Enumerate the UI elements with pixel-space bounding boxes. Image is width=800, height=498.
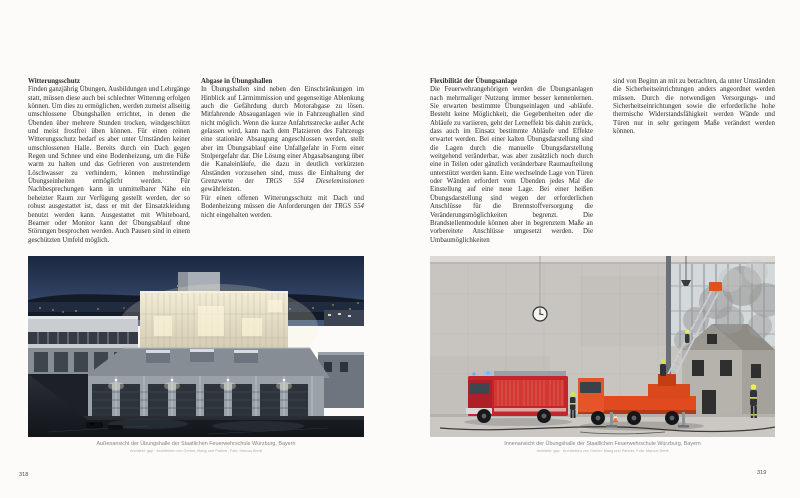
section-heading: Abgase in Übungshallen xyxy=(201,78,273,85)
section-heading: Flexibilität der Übungsanlage xyxy=(430,78,518,85)
figure-caption xyxy=(430,441,775,454)
section-flexibilitaet xyxy=(430,78,593,245)
page-number-left: 318 xyxy=(19,472,29,478)
body-paragraph: In Übungshallen sind neben den Einschränkungen im Hinblick auf Lärmimmission und gegenseitige Ablenkung auch die Gefährdung durch Motorabgase zu lösen. Mitfahrende Absauganlagen wie in Fahrzeughallen sind nicht möglich. Wenn die kurze Anfahrtsstrecke außer Acht gelassen wird, kann nach dem Platzieren des Fahrzeugs eine stationäre Absaugung angeschlossen werden, stellt aber im Übungsablauf eine Unfallgefahr in Form einer Stolpergefahr dar. Die Lösung einer Abgasabsaugung über die Kanaleinläufe, die dazu in deutlich verkürzten Abständen vorzusehen sind, muss die Einhaltung der Grenzwerte der TRGS 554 Dieselemissionen gewährleisten. xyxy=(201,86,364,194)
page-number-right: 319 xyxy=(757,470,767,476)
section-abgase xyxy=(201,78,364,220)
caption-credit: Architekt: gap · Architekten von Gerber, Mang und Partner; Foto: Marcus Bredt xyxy=(536,449,669,453)
body-paragraph: Finden ganzjährig Übungen, Ausbildungen und Lehrgänge statt, müssen diese auch bei schlechter Witterung erfolgen können. Um dies zu ermöglichen, werden zumeist allseitig umschlossene Übungshallen errichtet, in denen die Übenden über mehrere Stunden trocken, windgeschützt und meist frostfrei üben können. Für einen reinen Witterungsschutz bedarf es aber unter Umständen keiner umschlossenen Halle. Bereits durch ein Dach gegen Regen und Schnee und eine Bodenheizung, um die Füße warm zu halten und das Gefrieren von austretendem Löschwasser zu verhindern, können mehrstündige Übungseinheiten ermöglicht werden. Für Nachbesprechungen kann in unmittelbarer Nähe ein beheizter Raum zur Verfügung gestellt werden, der so robust ausgestattet ist, dass er mit der Einsatzkleidung benutzt werden kann. Ausgestattet mit Whiteboard, Beamer oder Monitor kann der Übungsablauf ohne Störungen besprochen werden. Auch Pausen sind in einem geschützten Umfeld möglich. xyxy=(28,86,190,244)
body-paragraph: Für einen offenen Witterungsschutz mit Dach und Bodenheizung müssen die Anforderungen der TRGS 554 nicht eingehalten werden. xyxy=(201,194,364,219)
body-paragraph: Die Feuerwehrangehörigen werden die Übungsanlagen nach mehrmaliger Nutzung immer besser kennenlernen. Sie erwarten bestimmte Übungseinlagen und -abläufe. Besteht keine Möglichkeit, die Gegebenheiten oder die Abläufe zu variieren, geht der Lerneffekt bis dahin zurück, dass auch im Einsatz bestimmte Abläufe und Effekte erwartet werden. Bei einer kalten Übungsdarstellung sind die Lagen durch die manuelle Übungsdarstellung weitgehend veränderbar, was aber zusätzlich noch durch eine in Teilen oder gänzlich veränderbare Raumaufteilung unterstützt werden kann. Eine wechselnde Lage von Türen oder Wänden erfordert vom Übenden jedes Mal die Einstellung auf eine neue Lage. Bei einer heißen Übungsdarstellung sind wegen der erforderlichen Anschlüsse für die Brennstoffversorgung die Veränderungsmöglichkeiten begrenzt. Die Brandstellenmodule können aber in begrenztem Maße an vorbereitete Anschlüsse umgesetzt werden. Die Umbaumöglichkeiten xyxy=(430,86,593,244)
photo-interior-hall xyxy=(430,256,775,454)
caption-credit: Architekt: gap · Architekten von Gerber, Mang und Partner; Foto: Marcus Bredt xyxy=(129,449,263,453)
body-paragraph: sind von Beginn an mit zu betrachten, da unter Umständen die Sicherheitseinrichtungen anders angeordnet werden müssen. Durch die notwendigen Versorgungs- und Sicherheitseinrichtungen sowie die erforderliche hohe thermische Widerstandsfähigkeit werden Wände und Türen nur in sehr geringem Maße verändert werden können. xyxy=(613,78,775,136)
section-witterungsschutz xyxy=(28,78,190,245)
caption-title: Außenansicht der Übungshalle der Staatlichen Feuerwehrschule Würzburg, Bayern xyxy=(96,441,296,447)
exterior-night-photo-illustration xyxy=(28,256,364,437)
interior-hall-photo-illustration xyxy=(430,256,775,437)
photo-exterior-night xyxy=(28,256,364,454)
figure-caption xyxy=(28,441,364,454)
section-heading: Witterungsschutz xyxy=(28,78,80,85)
caption-title: Innenansicht der Übungshalle der Staatlichen Feuerwehrschule Würzburg, Bayern xyxy=(504,441,701,447)
section-flexibilitaet-continued xyxy=(613,78,775,136)
